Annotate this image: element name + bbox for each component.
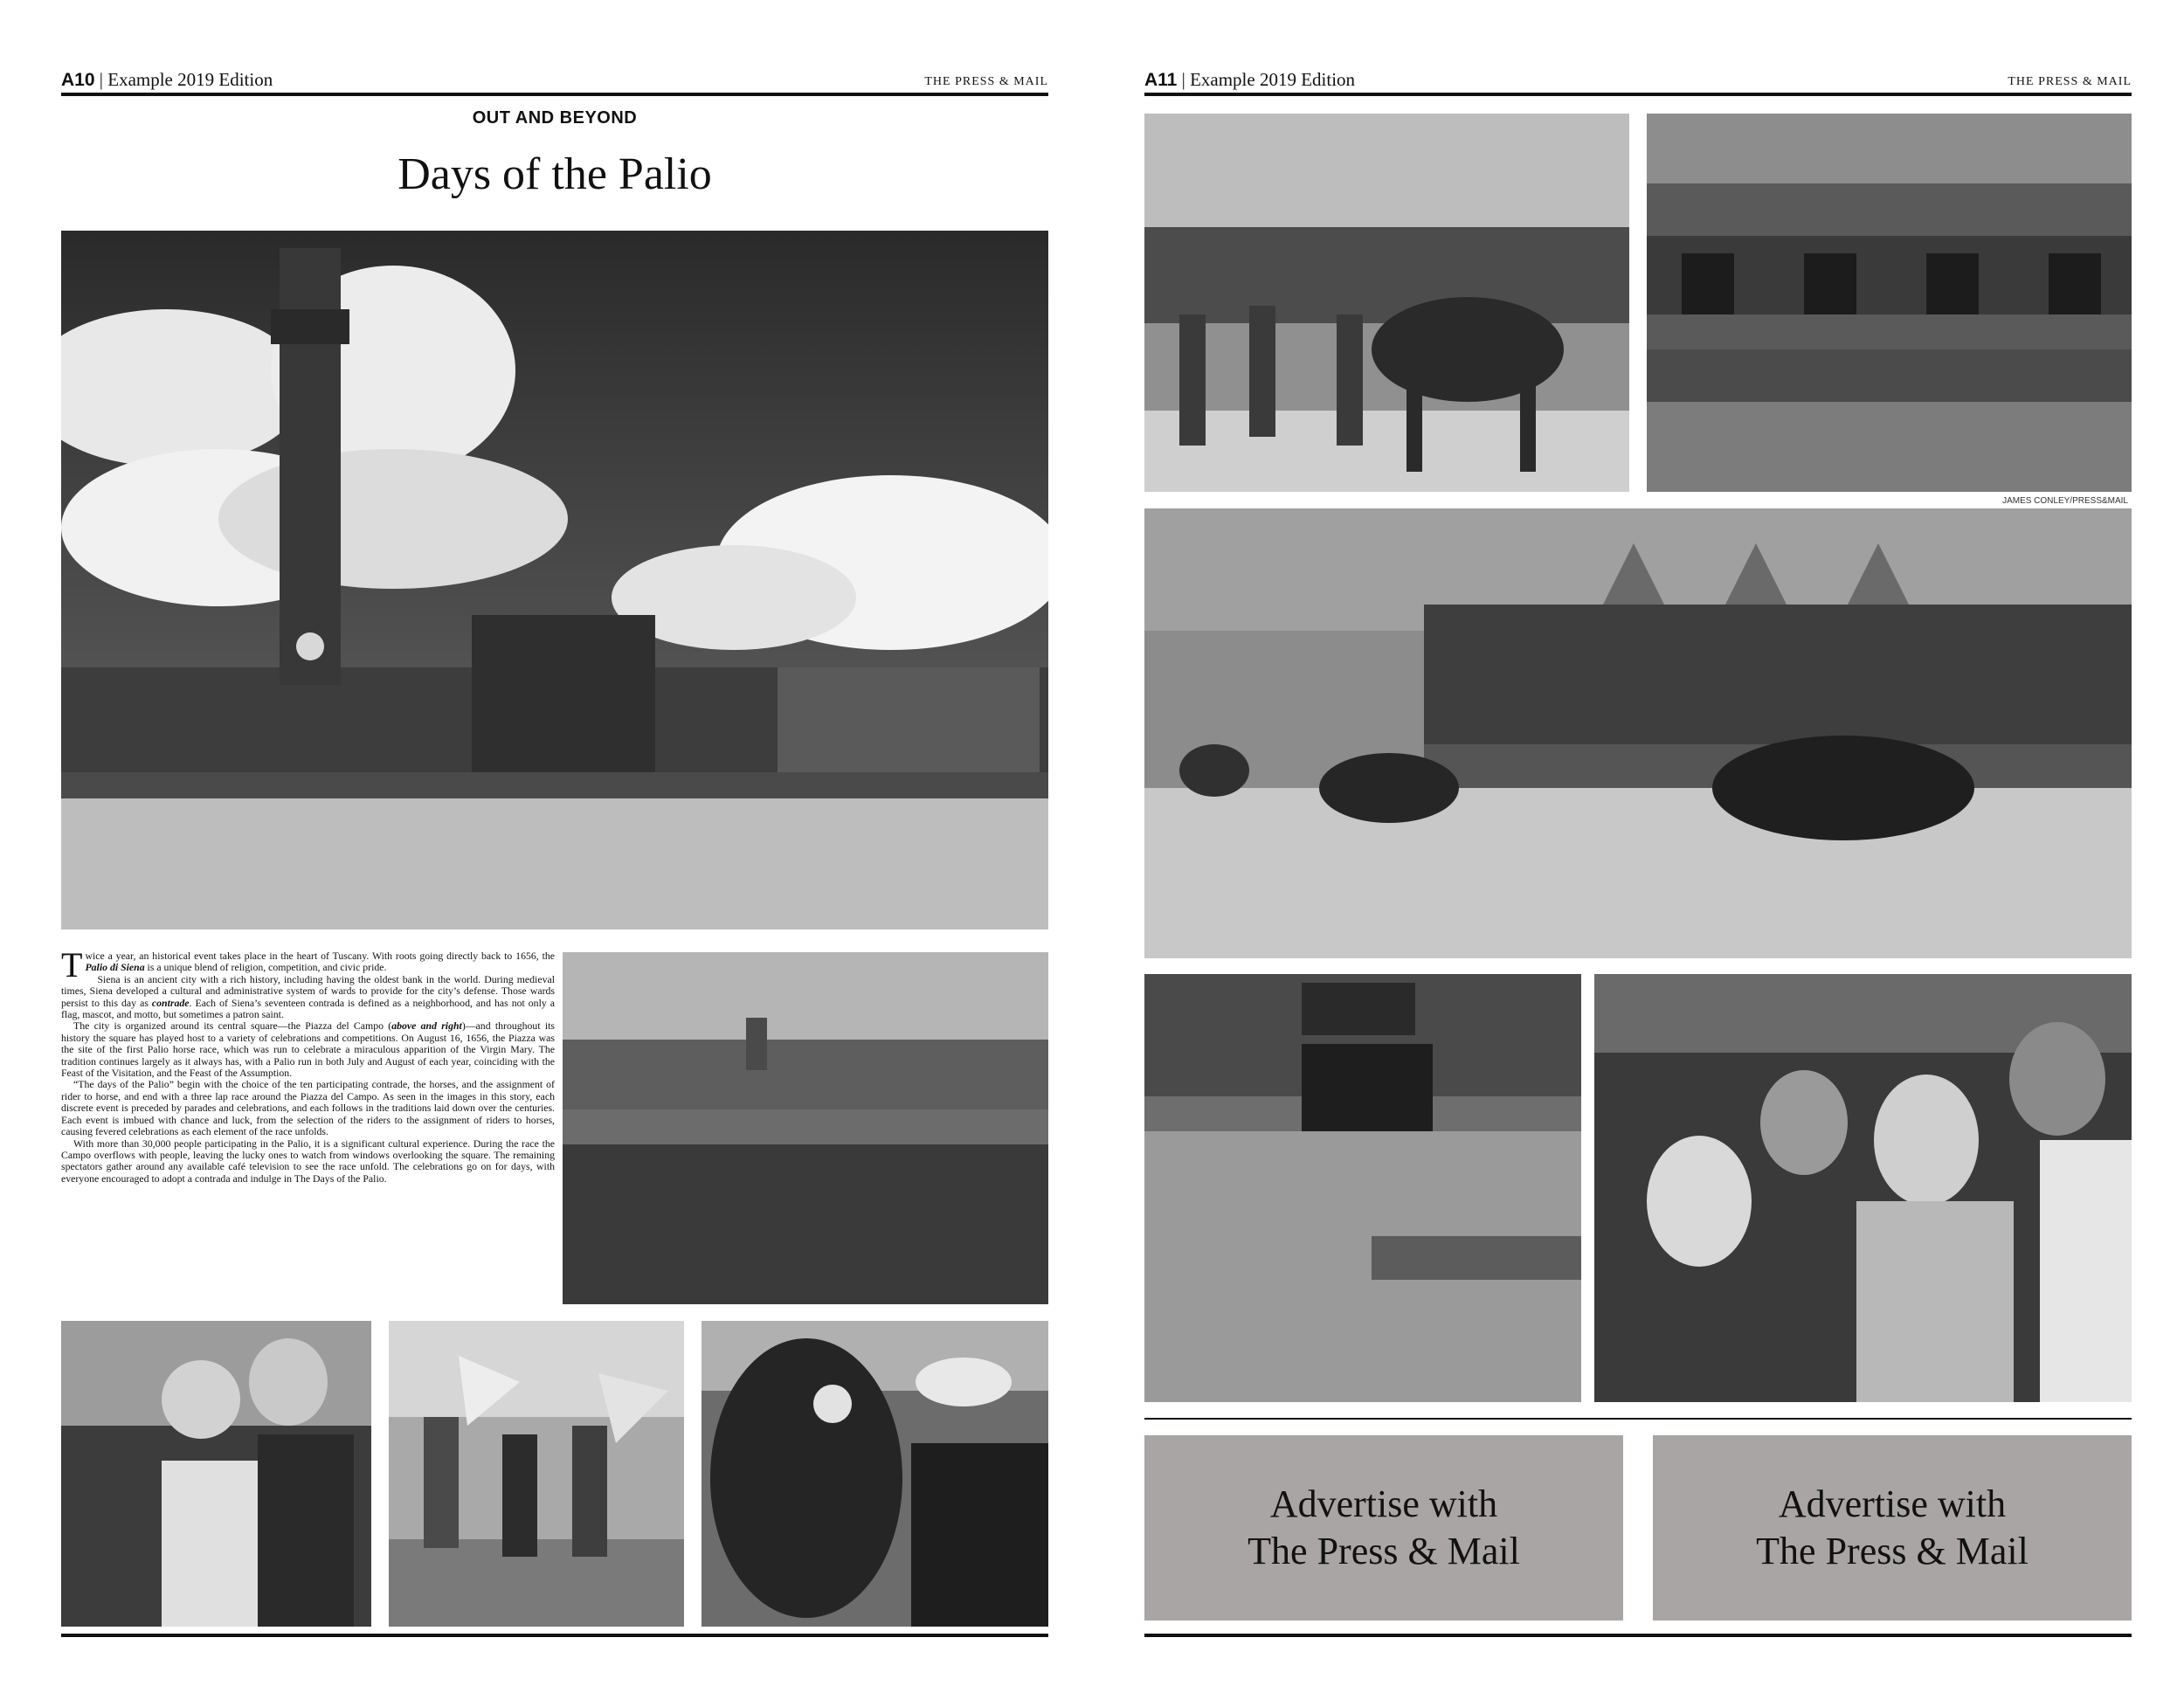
emphasized-text: Palio di Siena — [85, 961, 145, 974]
celebration-photo — [1594, 974, 2132, 1402]
article-paragraph — [61, 1079, 555, 1137]
spectators-photo — [1647, 114, 2132, 492]
publication-name: THE PRESS & MAIL — [924, 75, 1048, 88]
horse-photo — [702, 1321, 1048, 1627]
ad-separator-rule — [1144, 1418, 2132, 1420]
publication-name: THE PRESS & MAIL — [2008, 75, 2132, 88]
campo-crowd-photo — [563, 952, 1048, 1304]
footer-rule — [1144, 1634, 2132, 1637]
paragraph-text: The city is organized around its central square—the Piazza del Campo ( — [73, 1019, 392, 1033]
article-paragraph — [61, 1020, 555, 1079]
header-rule — [1144, 93, 2132, 96]
section-kicker: OUT AND BEYOND — [472, 108, 638, 128]
drop-cap: T — [61, 950, 83, 985]
race-photo — [1144, 508, 2132, 958]
article-body — [61, 950, 555, 1304]
paragraph-text: wice a year, an historical event takes place in the heart of Tuscany. With roots going directly back to 1656, the — [85, 950, 555, 962]
paragraph-text: With more than 30,000 people participating in the Palio, it is a significant cultural experience. During the race the Campo overflows with people, leaving the lucky ones to watch from windows overlooking the square. The remaining spectators gather around any available café television to see the race unfold. The celebrations go on for days, with everyone encouraged to adopt a contrada and indulge in The Days of the Palio. — [61, 1137, 555, 1185]
paragraph-text: . Each of Siena’s seventeen contrada is defined as a neighborhood, and has not only a flag, mascot, and motto, but sometimes a patron saint. — [61, 996, 555, 1021]
parade-photo — [389, 1321, 684, 1627]
paragraph-text: is a unique blend of religion, competition, and civic pride. — [144, 961, 387, 974]
torre-del-mangia-photo — [61, 231, 1048, 929]
advertisement-box[interactable] — [1653, 1435, 2132, 1620]
ad-line-1: Advertise with — [1269, 1482, 1498, 1525]
article-paragraph — [61, 974, 555, 1021]
ad-text — [1756, 1481, 2028, 1575]
ad-text — [1248, 1481, 1520, 1575]
ad-line-2: The Press & Mail — [1248, 1530, 1520, 1572]
paragraph-text: “The days of the Palio” begin with the choice of the ten participating contrade, the horses, and the assignment of rider to horse, and end with a three lap race around the Piazza del Campo. As seen in the images in this story, each discrete event is preceded by parades and celebrations, and each follows in the traditions laid down over the centuries. Each event is imbued with chance and luck, from the selection of the riders to the assignment of riders to horses, causing fevered celebrations as each element of the race unfolds. — [61, 1078, 555, 1138]
headline: Days of the Palio — [397, 149, 712, 199]
page-number: A11 — [1144, 70, 1178, 90]
edition-label: | Example 2019 Edition — [1181, 69, 1356, 90]
page-number: A10 — [61, 70, 95, 90]
street-crowd-photo — [1144, 974, 1581, 1402]
article-paragraph — [61, 950, 555, 974]
edition-label: | Example 2019 Edition — [99, 69, 273, 90]
photo-credit: JAMES CONLEY/PRESS&MAIL — [2002, 496, 2128, 506]
emphasized-text: contrade — [151, 996, 190, 1009]
paragraph-text: Siena is an ancient city with a rich history, including having the oldest bank in the world. During medieval times, Siena developed a cultural and administrative system of wards to provide for the city’s defense. Those wards persist to this day as — [61, 972, 555, 1009]
paragraph-text: )—and throughout its history the square has played host to a variety of celebrations and competitions. On August 16, 1656, the Piazza was the site of the first Palio horse race, which was run to celebrate a miraculous apparition of the Virgin Mary. The tradition continues largely as it always has, with a Palio run in both July and August of each year, coinciding with the Feast of the Visitation, and the Feast of the Assumption. — [61, 1019, 555, 1080]
advertisement-box[interactable] — [1144, 1435, 1623, 1620]
horse-crowd-photo — [1144, 114, 1629, 492]
ad-line-1: Advertise with — [1778, 1482, 2007, 1525]
article-paragraphs — [61, 950, 555, 1185]
costumed-figures-photo — [61, 1321, 371, 1627]
page-folio — [61, 66, 273, 93]
page-folio-right — [1144, 66, 1355, 93]
ad-line-2: The Press & Mail — [1756, 1530, 2028, 1572]
emphasized-text: above and right — [391, 1019, 462, 1033]
article-paragraph — [61, 1138, 555, 1185]
header-rule — [61, 93, 1048, 96]
footer-rule — [61, 1634, 1048, 1637]
